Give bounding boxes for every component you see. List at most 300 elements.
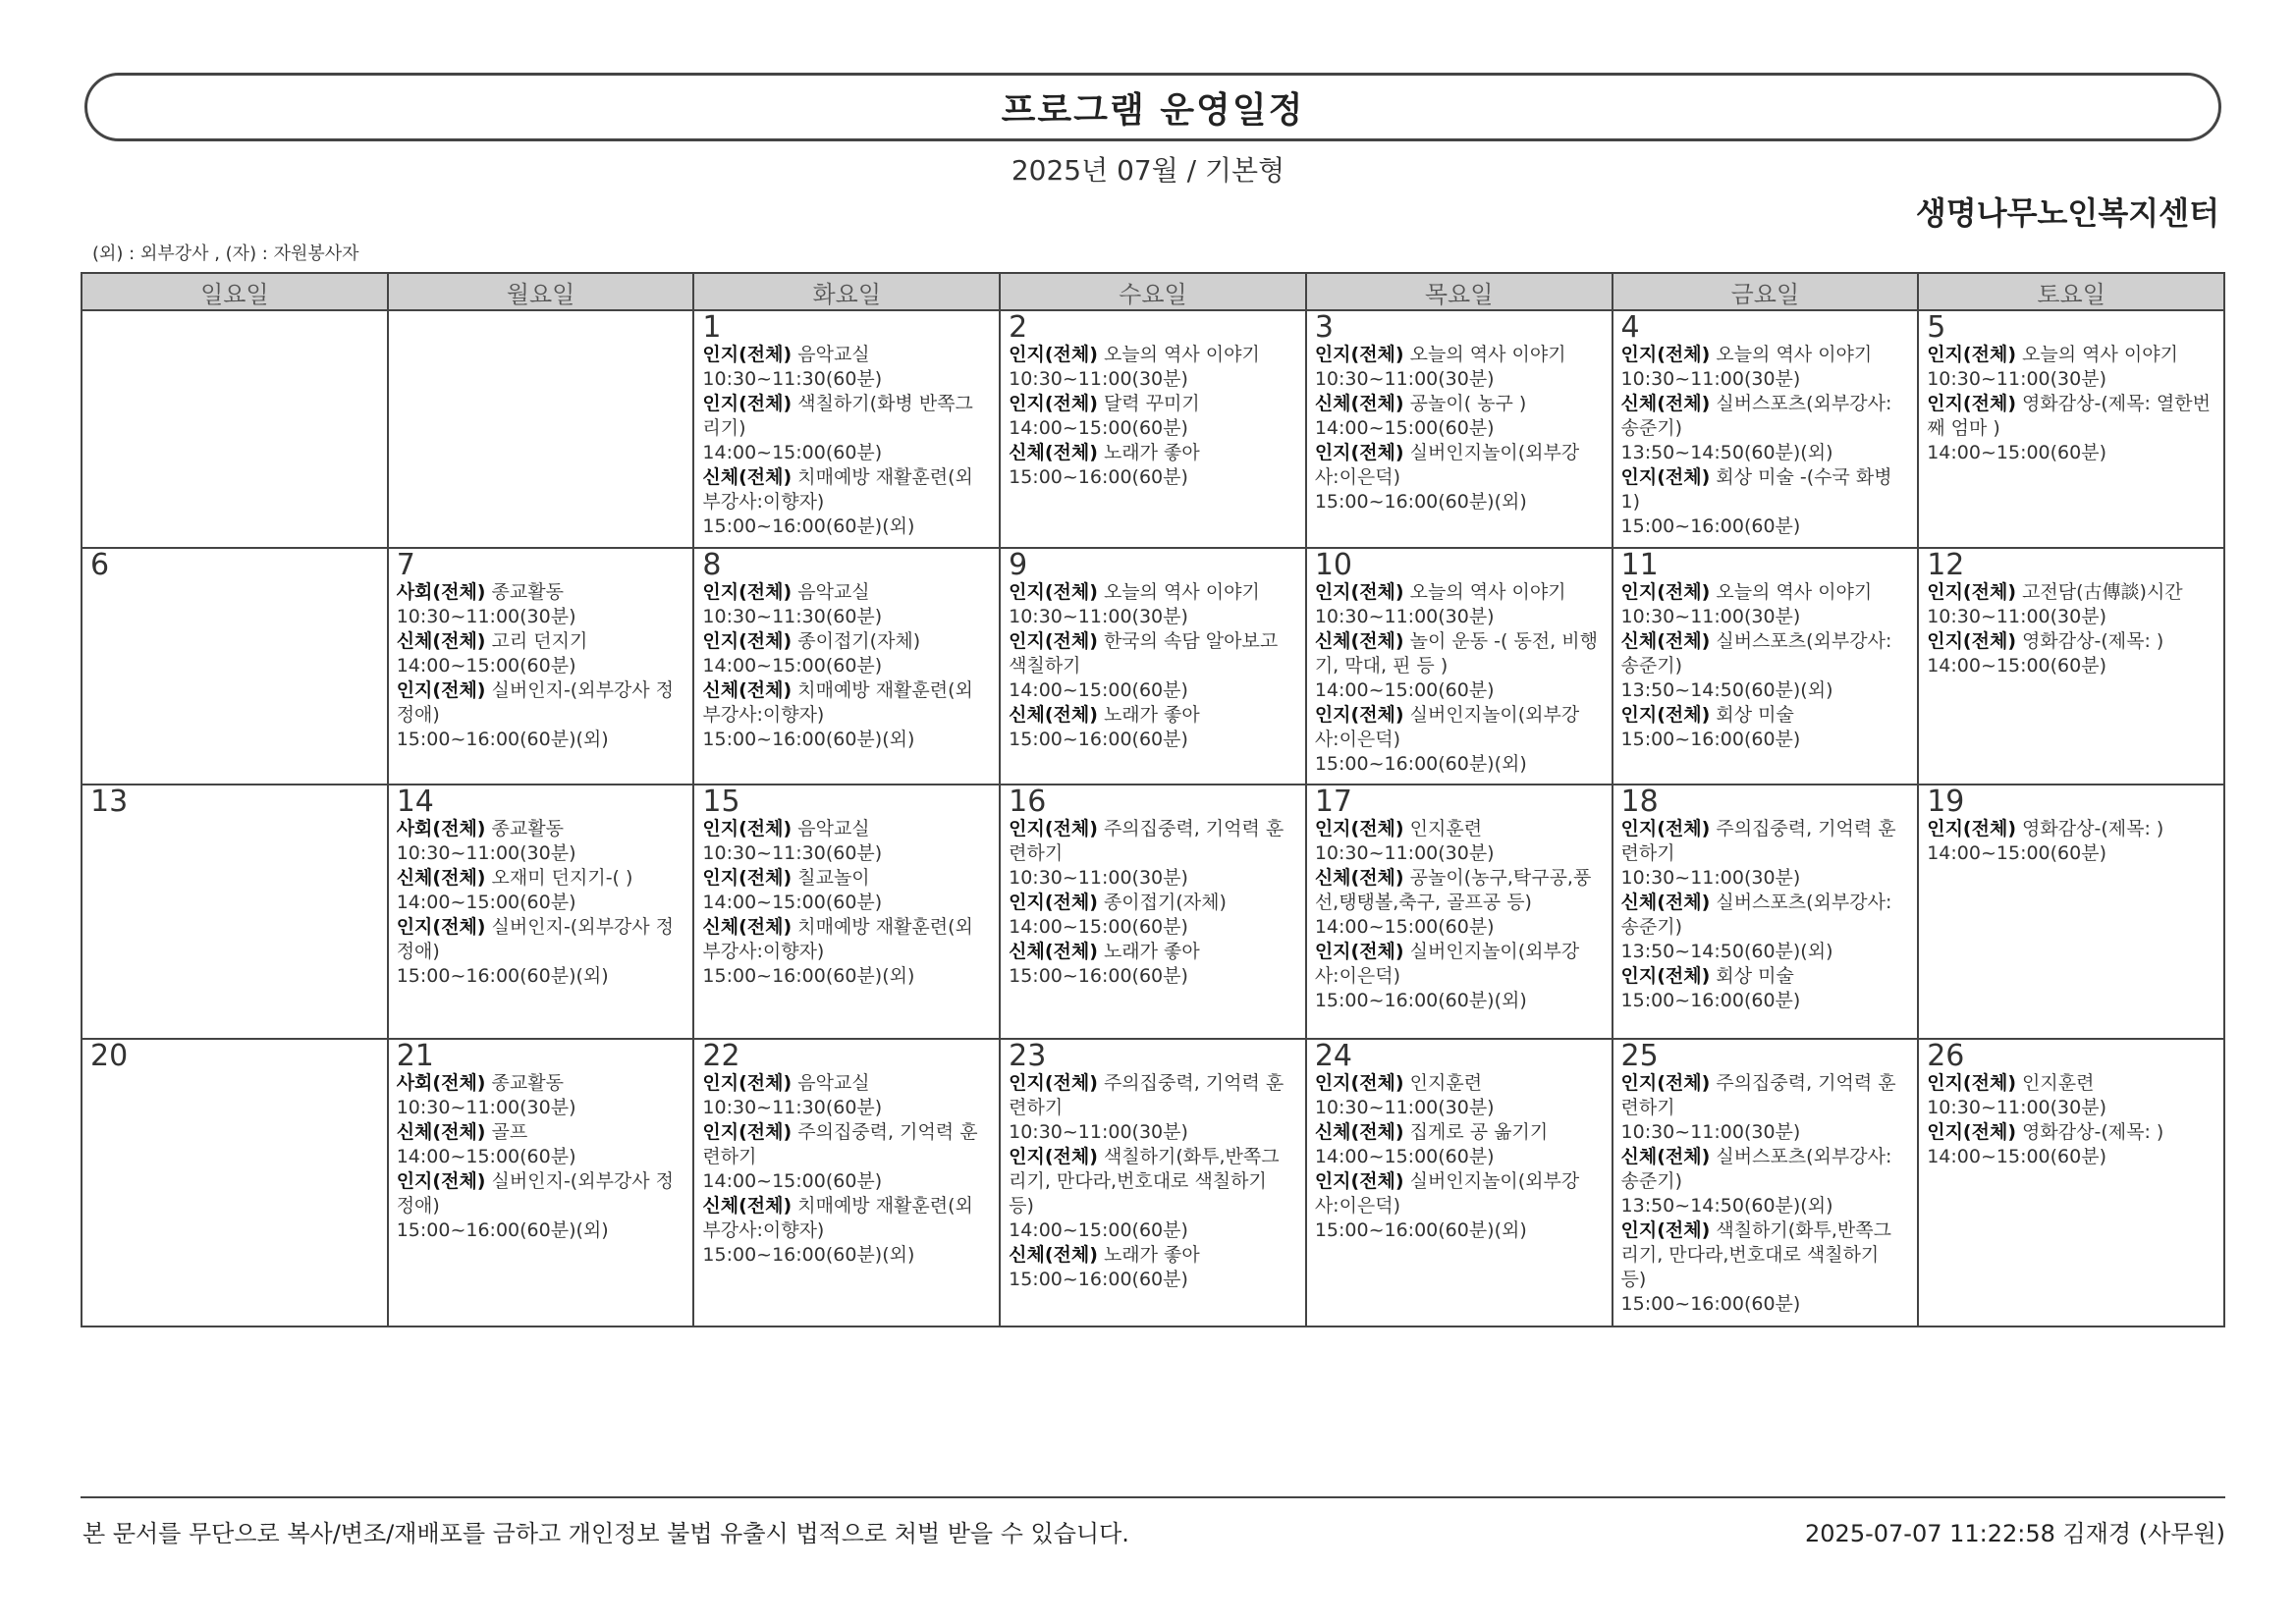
program-time: 15:00~16:00(60분)(외) [396,965,609,988]
program-category: 인지(전체) [1927,1120,2017,1143]
program-category: 인지(전체) [1314,941,1404,963]
program-description: 오늘의 역사 이야기 [1097,344,1260,365]
program-time: 15:00~16:00(60분) [1620,1292,1801,1315]
program-time: 10:30~11:00(30분) [1620,368,1801,390]
calendar-table [81,272,2225,1327]
program-entry [702,580,991,629]
day-cell [1306,548,1613,785]
day-cell [388,1039,694,1326]
weekday-header: 토요일 [1918,273,2224,310]
day-cell [693,785,1000,1038]
program-description: 치매예방 재활훈련(외부강사:이향자) [702,916,973,963]
program-entry [1009,629,1297,703]
program-category: 인지(전체) [1620,1071,1711,1094]
program-entry [1315,1071,1604,1120]
program-entry [1927,1120,2215,1169]
day-number: 11 [1620,547,1659,582]
program-entry [1621,392,1910,465]
program-entry [702,817,991,866]
program-description: 종교활동 [485,580,564,603]
program-time: 10:30~11:00(30분) [1620,605,1801,627]
program-category: 인지(전체) [1620,818,1711,840]
day-number: 7 [396,547,415,582]
program-entry [397,1169,685,1243]
program-time: 13:50~14:50(60분)(외) [1620,442,1833,463]
day-cell [388,548,694,785]
program-time: 15:00~16:00(60분) [1009,965,1188,988]
program-description: 회상 미술 [1710,703,1794,726]
program-entry [1621,1071,1910,1145]
program-category: 인지(전체) [1314,344,1404,365]
day-cell [1918,1039,2224,1326]
day-number: 8 [702,547,722,582]
program-entry [1927,817,2215,866]
program-time: 15:00~16:00(60분)(외) [702,515,915,537]
program-entry [1927,1071,2215,1120]
program-entry [397,580,685,629]
program-description: 칠교놀이 [792,867,870,890]
program-description: 인지훈련 [1403,1071,1483,1094]
program-category: 인지(전체) [1009,393,1098,414]
program-entry [1927,392,2215,465]
program-category: 신체(전체) [396,629,486,652]
weekday-header: 목요일 [1306,273,1613,310]
program-entry [1621,580,1910,629]
program-entry [397,817,685,866]
program-time: 15:00~16:00(60분) [1009,1268,1188,1290]
program-entry [1621,629,1910,703]
footer-notice: 본 문서를 무단으로 복사/변조/재배포를 금하고 개인정보 불법 유출시 법적으로 처벌 받을 수 있습니다. [82,1520,1129,1547]
program-description: 실버인지-(외부강사 정정애) [396,678,675,726]
program-time: 14:00~15:00(60분) [1927,842,2107,865]
program-entry [1009,703,1297,752]
program-time: 10:30~11:00(30분) [396,1096,576,1118]
program-description: 주의집중력, 기억력 훈련하기 [1620,1071,1896,1118]
day-number: 26 [1927,1038,1965,1073]
day-number: 14 [396,785,434,820]
program-description: 회상 미술 [1710,965,1794,988]
day-number: 3 [1314,310,1334,345]
program-category: 신체(전체) [702,466,793,488]
day-number: 19 [1927,785,1965,820]
program-time: 10:30~11:00(30분) [396,842,576,865]
title-box [84,73,2221,141]
program-category: 인지(전체) [1009,818,1098,840]
day-cell [1000,310,1306,548]
program-entry [1315,343,1604,392]
program-entry [1009,1071,1297,1145]
program-entry [1927,580,2215,629]
program-description: 실버인지놀이(외부강사:이은덕) [1314,703,1580,750]
program-description: 영화감상-(제목: 열한번째 엄마 ) [1927,393,2211,439]
program-entry [1621,465,1910,539]
program-category: 인지(전체) [1009,344,1098,365]
program-description: 종교활동 [485,1071,564,1094]
day-cell [693,1039,1000,1326]
program-entry [1315,580,1604,629]
program-time: 14:00~15:00(60분) [1927,442,2107,463]
program-category: 인지(전체) [702,393,793,414]
program-entry [397,915,685,989]
day-cell [693,310,1000,548]
program-time: 10:30~11:00(30분) [1314,605,1495,627]
program-entry [1927,629,2215,678]
program-entry [702,915,991,989]
program-description: 골프 [485,1120,528,1143]
program-category: 인지(전체) [1009,1145,1098,1167]
program-time: 14:00~15:00(60분) [702,892,883,914]
program-description: 집게로 공 옮기기 [1403,1120,1549,1143]
program-time: 10:30~11:00(30분) [396,605,576,627]
day-cell [1613,1039,1919,1326]
week-row [82,548,2224,785]
program-description: 노래가 좋아 [1097,1243,1200,1266]
program-category: 신체(전체) [1314,629,1404,652]
program-description: 실버스포츠(외부강사:송준기) [1620,629,1892,677]
program-category: 인지(전체) [1927,580,2017,603]
program-time: 14:00~15:00(60분) [396,654,576,677]
program-entry [1009,817,1297,891]
day-number: 16 [1009,785,1047,820]
program-category: 인지(전체) [1009,1071,1098,1094]
program-time: 10:30~11:00(30분) [1927,605,2107,627]
program-description: 한국의 속담 알아보고 색칠하기 [1009,629,1279,677]
weekday-header: 화요일 [693,273,1000,310]
weekday-header-row [82,273,2224,310]
program-time: 13:50~14:50(60분)(외) [1620,1194,1833,1217]
program-category: 신체(전체) [1009,442,1098,463]
program-time: 15:00~16:00(60분)(외) [1314,990,1527,1012]
program-time: 10:30~11:00(30분) [1927,368,2107,390]
program-description: 오재미 던지기-( ) [485,867,633,890]
program-entry [1621,343,1910,392]
day-number: 25 [1620,1038,1659,1073]
program-time: 10:30~11:00(30분) [1009,368,1188,390]
program-category: 인지(전체) [702,867,793,890]
program-description: 인지훈련 [1403,818,1483,840]
weekday-header: 금요일 [1613,273,1919,310]
program-description: 음악교실 [792,1071,870,1094]
week-row [82,310,2224,548]
program-entry [397,1120,685,1169]
program-time: 10:30~11:00(30분) [1314,842,1495,865]
program-description: 실버인지놀이(외부강사:이은덕) [1314,941,1580,988]
day-number: 1 [702,310,722,345]
program-time: 15:00~16:00(60분) [1009,728,1188,750]
program-category: 신체(전체) [1314,393,1404,414]
program-time: 13:50~14:50(60분)(외) [1620,678,1833,701]
program-entry [702,1071,991,1120]
program-category: 신체(전체) [1009,1243,1098,1266]
program-category: 인지(전체) [702,580,793,603]
program-time: 15:00~16:00(60분)(외) [396,1218,609,1241]
program-category: 인지(전체) [396,916,486,939]
day-cell [82,548,388,785]
program-category: 인지(전체) [1009,580,1098,603]
program-entry [397,678,685,752]
program-time: 10:30~11:00(30분) [1620,1120,1801,1143]
program-category: 인지(전체) [1314,442,1404,463]
program-description: 치매예방 재활훈련(외부강사:이향자) [702,466,973,513]
program-entry [1315,629,1604,703]
program-description: 종이접기(자체) [792,629,921,652]
program-description: 주의집중력, 기억력 훈련하기 [1009,818,1285,865]
program-entry [702,1194,991,1268]
program-description: 오늘의 역사 이야기 [1403,580,1566,603]
program-entry [1009,580,1297,629]
program-category: 신체(전체) [396,1120,486,1143]
program-description: 주의집중력, 기억력 훈련하기 [1620,818,1896,865]
program-description: 고전담(古傳談)시간 [2016,580,2183,603]
program-time: 10:30~11:30(60분) [702,1096,883,1118]
day-cell [1918,548,2224,785]
program-entry [1315,1169,1604,1243]
program-category: 인지(전체) [702,818,793,840]
program-entry [397,629,685,678]
program-entry [397,1071,685,1120]
program-time: 13:50~14:50(60분)(외) [1620,941,1833,963]
program-time: 15:00~16:00(60분)(외) [702,965,915,988]
program-category: 인지(전체) [1314,1169,1404,1192]
program-entry [1315,703,1604,777]
program-time: 10:30~11:30(60분) [702,605,883,627]
program-time: 14:00~15:00(60분) [702,442,883,463]
program-time: 14:00~15:00(60분) [1314,678,1495,701]
program-description: 주의집중력, 기억력 훈련하기 [702,1120,978,1167]
program-category: 인지(전체) [702,344,793,365]
program-time: 14:00~15:00(60분) [1009,1218,1188,1241]
day-number: 20 [90,1038,129,1073]
day-cell [1000,1039,1306,1326]
program-description: 노래가 좋아 [1097,442,1200,463]
program-entry [1315,1120,1604,1169]
program-entry [702,465,991,539]
program-time: 14:00~15:00(60분) [1314,417,1495,439]
program-category: 신체(전체) [1620,629,1711,652]
day-number: 13 [90,785,129,820]
day-cell [1306,310,1613,548]
program-description: 실버인지-(외부강사 정정애) [396,916,675,963]
program-time: 14:00~15:00(60분) [396,892,576,914]
day-number: 10 [1314,547,1352,582]
program-entry [1621,817,1910,891]
program-category: 신체(전체) [1620,393,1711,414]
weekday-header: 수요일 [1000,273,1306,310]
program-category: 신체(전체) [702,916,793,939]
program-entry [1927,343,2215,392]
program-category: 인지(전체) [1314,1071,1404,1094]
footer-timestamp: 2025-07-07 11:22:58 김재경 (사무원) [1805,1520,2225,1547]
program-time: 15:00~16:00(60분) [1620,515,1801,537]
program-entry [702,629,991,678]
program-time: 15:00~16:00(60분)(외) [1314,1218,1527,1241]
program-category: 인지(전체) [702,1071,793,1094]
program-category: 인지(전체) [1009,629,1098,652]
program-description: 오늘의 역사 이야기 [2016,344,2178,365]
program-description: 종교활동 [485,818,564,840]
program-entry [1315,940,1604,1013]
program-entry [1621,1218,1910,1317]
program-category: 인지(전체) [396,1169,486,1192]
program-description: 색칠하기(화투,반쪽그리기, 만다라,번호대로 색칠하기 등) [1620,1218,1891,1290]
program-category: 인지(전체) [1620,466,1711,488]
program-time: 14:00~15:00(60분) [1927,1145,2107,1167]
program-description: 종이접기(자체) [1097,892,1227,914]
program-category: 인지(전체) [1620,344,1711,365]
program-description: 실버스포츠(외부강사:송준기) [1620,892,1892,939]
day-number: 5 [1927,310,1946,345]
program-entry [1009,1145,1297,1243]
calendar-body [82,310,2224,1326]
day-cell [388,310,694,548]
program-time: 10:30~11:00(30분) [1620,867,1801,890]
day-cell [1306,785,1613,1038]
program-time: 14:00~15:00(60분) [396,1145,576,1167]
program-entry [1009,392,1297,441]
day-number: 21 [396,1038,434,1073]
program-category: 신체(전체) [1620,892,1711,914]
program-category: 인지(전체) [1927,1071,2017,1094]
day-number: 6 [90,547,110,582]
weekday-header: 일요일 [82,273,388,310]
program-description: 치매예방 재활훈련(외부강사:이향자) [702,1194,973,1241]
program-description: 영화감상-(제목: ) [2016,1120,2164,1143]
program-category: 신체(전체) [702,678,793,701]
program-category: 신체(전체) [1314,867,1404,890]
program-entry [1009,891,1297,940]
day-number: 22 [702,1038,740,1073]
program-category: 인지(전체) [1314,818,1404,840]
footer-divider [81,1496,2225,1498]
program-entry [1621,891,1910,964]
program-time: 14:00~15:00(60분) [1009,916,1188,939]
program-description: 주의집중력, 기억력 훈련하기 [1009,1071,1285,1118]
day-number: 12 [1927,547,1965,582]
program-description: 인지훈련 [2016,1071,2095,1094]
day-cell [82,310,388,548]
program-category: 사회(전체) [396,1071,486,1094]
program-entry [1621,964,1910,1013]
program-entry [702,343,991,392]
program-entry [1621,703,1910,752]
program-entry [1621,1145,1910,1218]
day-cell [1613,548,1919,785]
day-number: 18 [1620,785,1659,820]
day-cell [1306,1039,1613,1326]
day-cell [1918,310,2224,548]
program-time: 14:00~15:00(60분) [702,1169,883,1192]
program-entry [702,678,991,752]
program-description: 색칠하기(화병 반쪽그리기) [702,393,973,439]
program-category: 신체(전체) [702,1194,793,1217]
program-category: 인지(전체) [1927,629,2017,652]
program-category: 인지(전체) [1927,344,2017,365]
program-description: 오늘의 역사 이야기 [1710,344,1873,365]
program-time: 10:30~11:30(60분) [702,368,883,390]
program-description: 실버스포츠(외부강사:송준기) [1620,393,1892,439]
program-time: 10:30~11:30(60분) [702,842,883,865]
program-time: 14:00~15:00(60분) [1927,654,2107,677]
program-time: 15:00~16:00(60분) [1620,990,1801,1012]
program-time: 10:30~11:00(30분) [1009,605,1188,627]
program-time: 10:30~11:00(30분) [1314,1096,1495,1118]
program-category: 인지(전체) [1314,703,1404,726]
program-description: 영화감상-(제목: ) [2016,818,2164,840]
day-cell [1613,310,1919,548]
program-time: 14:00~15:00(60분) [1009,678,1188,701]
page-title: 프로그램 운영일정 [1001,89,1305,131]
day-cell [1918,785,2224,1038]
program-time: 15:00~16:00(60분)(외) [702,1243,915,1266]
page-subtitle: 2025년 07월 / 기본형 [1011,154,1285,187]
day-cell [1613,785,1919,1038]
program-description: 음악교실 [792,580,870,603]
program-description: 치매예방 재활훈련(외부강사:이향자) [702,678,973,726]
program-time: 14:00~15:00(60분) [1314,916,1495,939]
program-category: 신체(전체) [396,867,486,890]
program-entry [1009,441,1297,490]
program-time: 10:30~11:00(30분) [1314,368,1495,390]
program-category: 인지(전체) [1620,580,1711,603]
day-number: 9 [1009,547,1028,582]
program-entry [1315,817,1604,866]
day-number: 4 [1620,310,1640,345]
organization-name: 생명나무노인복지센터 [1915,194,2219,232]
program-category: 신체(전체) [1009,941,1098,963]
day-cell [388,785,694,1038]
program-time: 14:00~15:00(60분) [1009,417,1188,439]
day-number: 23 [1009,1038,1047,1073]
program-entry [1315,392,1604,441]
program-time: 10:30~11:00(30분) [1009,1120,1188,1143]
program-time: 15:00~16:00(60분) [1620,728,1801,750]
program-description: 실버스포츠(외부강사:송준기) [1620,1145,1892,1192]
program-category: 인지(전체) [1314,580,1404,603]
program-time: 14:00~15:00(60분) [1314,1145,1495,1167]
week-row [82,1039,2224,1326]
program-description: 고리 던지기 [485,629,588,652]
program-description: 회상 미술 -(수국 화병 1) [1620,466,1892,513]
program-entry [1009,1243,1297,1292]
program-category: 인지(전체) [1620,965,1711,988]
program-description: 공놀이( 농구 ) [1403,393,1527,414]
program-description: 놀이 운동 -( 동전, 비행기, 막대, 핀 등 ) [1314,629,1598,677]
program-category: 신체(전체) [1314,1120,1404,1143]
day-number: 17 [1314,785,1352,820]
program-category: 인지(전체) [1927,818,2017,840]
program-description: 색칠하기(화투,반쪽그리기, 만다라,번호대로 색칠하기 등) [1009,1145,1280,1217]
program-time: 10:30~11:00(30분) [1009,867,1188,890]
legend-note: (외) : 외부강사 , (자) : 자원봉사자 [92,244,359,264]
program-description: 실버인지놀이(외부강사:이은덕) [1314,1169,1580,1217]
program-time: 15:00~16:00(60분) [1009,466,1188,488]
program-category: 인지(전체) [1009,892,1098,914]
program-entry [1315,441,1604,514]
program-category: 신체(전체) [1009,703,1098,726]
program-category: 사회(전체) [396,580,486,603]
program-time: 15:00~16:00(60분)(외) [1314,491,1527,513]
week-row [82,785,2224,1038]
program-time: 15:00~16:00(60분)(외) [1314,752,1527,775]
program-time: 15:00~16:00(60분)(외) [702,728,915,750]
program-category: 인지(전체) [1620,1218,1711,1241]
program-description: 오늘의 역사 이야기 [1710,580,1873,603]
day-cell [693,548,1000,785]
program-description: 노래가 좋아 [1097,941,1200,963]
program-entry [1315,866,1604,940]
program-time: 10:30~11:00(30분) [1927,1096,2107,1118]
program-category: 인지(전체) [1927,393,2017,414]
